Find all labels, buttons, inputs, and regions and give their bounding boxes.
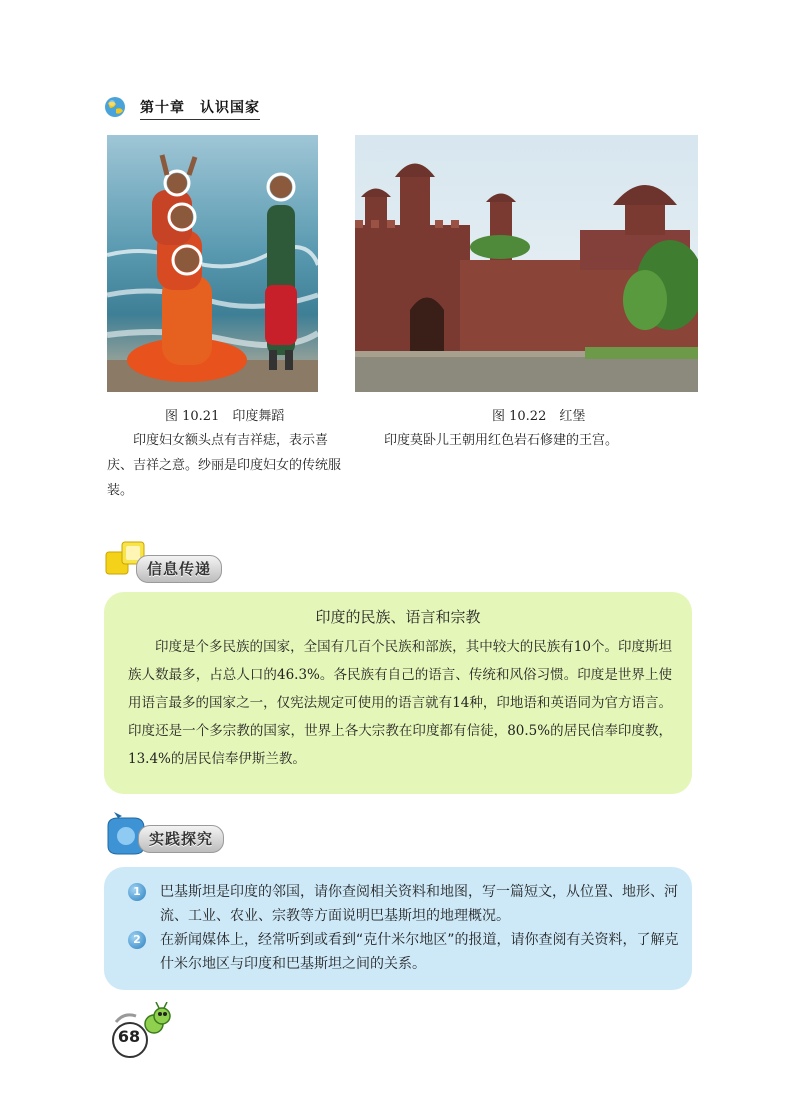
indian-dance-photo: [107, 135, 318, 392]
info-box-title: 印度的民族、语言和宗教: [315, 608, 481, 626]
question-text: 巴基斯坦是印度的邻国，请你查阅相关资料和地图，写一篇短文，从位置、地形、河流、工业、农业、宗教等方面说明巴基斯坦的地理概况。: [160, 884, 678, 924]
info-section-tag: 信息传递: [136, 555, 222, 583]
page-number: 68: [117, 1027, 141, 1046]
figure-caption: 图 10.22 红堡: [492, 409, 586, 424]
figure-caption: 图 10.21 印度舞蹈: [165, 409, 285, 424]
question-number-badge: 1: [128, 883, 146, 901]
question-text: 在新闻媒体上，经常听到或看到“克什米尔地区”的报道，请你查阅有关资料，了解克什米尔地区与印度和巴基斯坦之间的关系。: [160, 932, 679, 972]
globe-icon: [104, 96, 126, 118]
practice-section-tag: 实践探究: [138, 825, 224, 853]
question-number-badge: 2: [128, 931, 146, 949]
red-fort-photo: [355, 135, 698, 392]
info-box-body: 印度是个多民族的国家，全国有几百个民族和部族，其中较大的民族有10个。印度斯坦族人数最多，占总人口的46.3%。各民族有自己的语言、传统和风俗习惯。印度是世界上使用语言最多的国家之一，仅宪法规定可使用的语言就有14种，印地语和英语同为官方语言。印度还是一个多宗教的国家，世界上各大宗教在印度都有信徒，80.5%的居民信奉印度教，13.4%的居民信奉伊斯兰教。: [128, 639, 672, 767]
chapter-title: 第十章 认识国家: [140, 97, 260, 120]
figure-description: 印度妇女额头点有吉祥痣，表示喜庆、吉祥之意。纱丽是印度妇女的传统服装。: [107, 433, 342, 498]
figure-description: 印度莫卧儿王朝用红色岩石修建的王宫。: [384, 433, 619, 448]
